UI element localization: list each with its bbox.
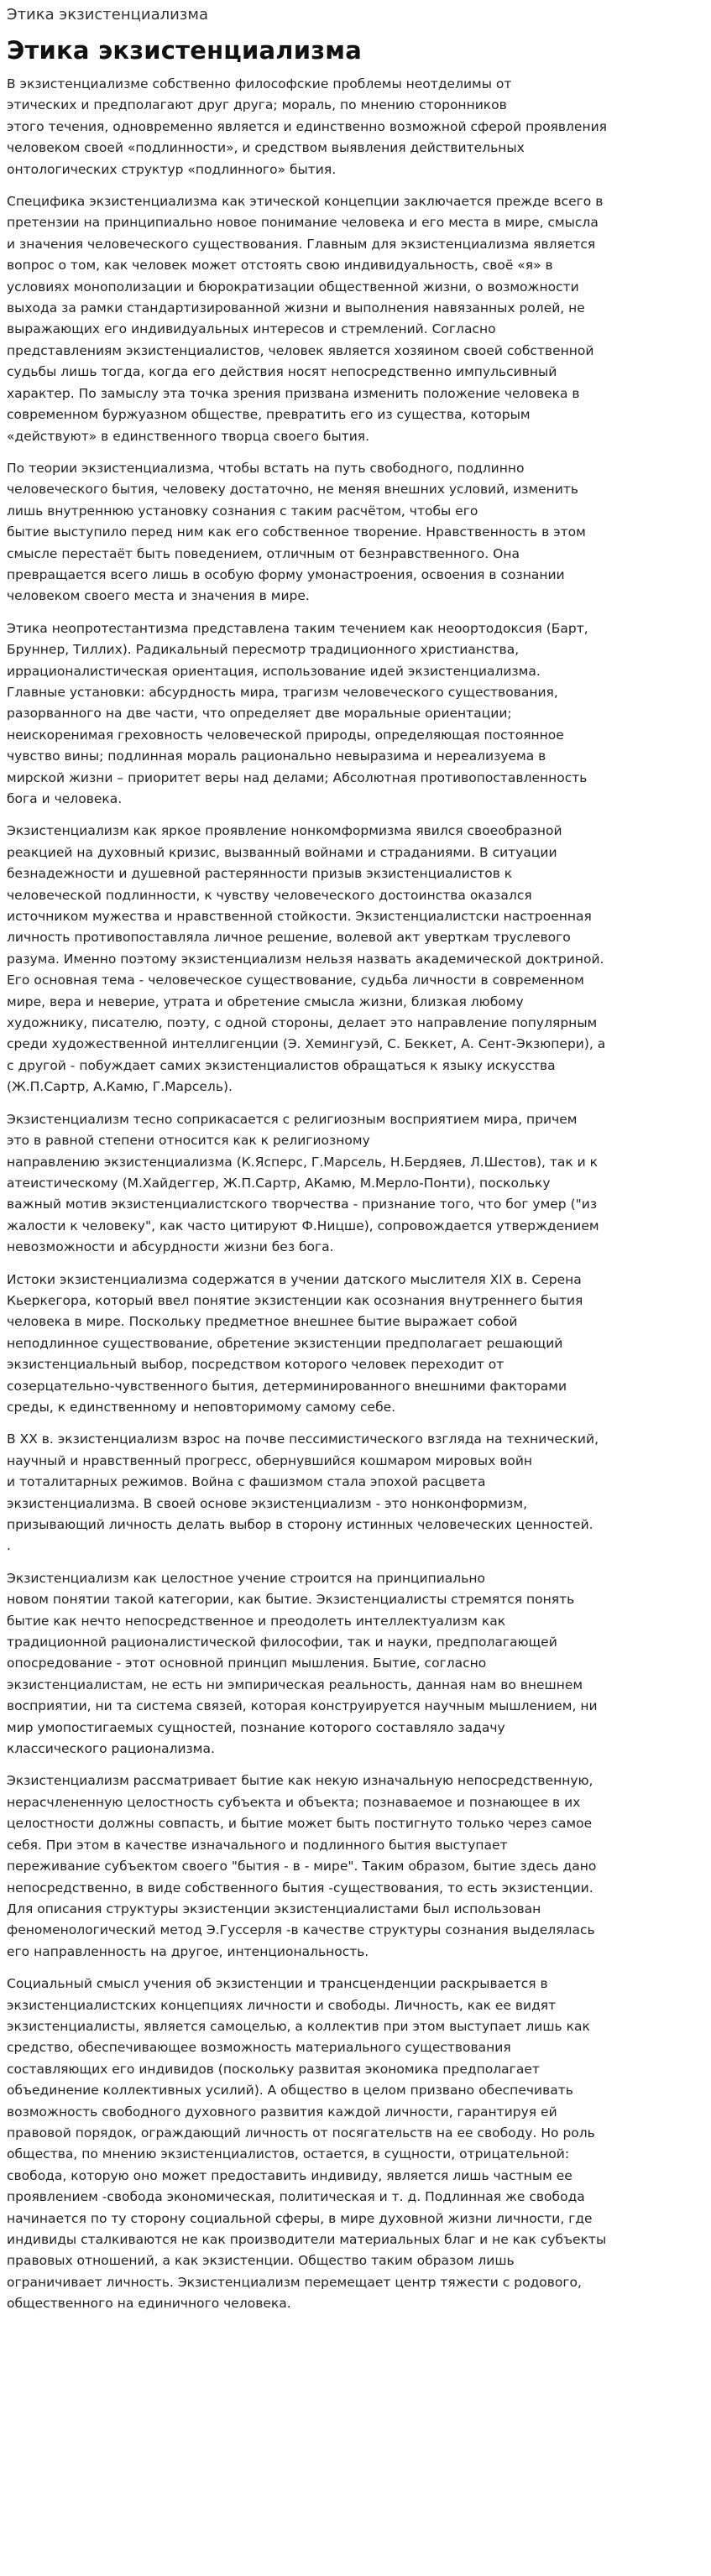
paragraph: Экзистенциализм как целостное учение строится на принципиально новом понятии такой категории, как бытие. Экзистенциалисты стремятся понять бытие как нечто непосредственное и преодолеть интеллектуализм как традиционной рационалистической философии, так и науки, предполагающей опосредование - этот основной принцип мышления. Бытие, согласно экзистенциалистам, не есть ни эмпирическая реальность, данная нам во внешнем восприятии, ни та система связей, которая конструируется научным мышлением, ни мир умопостигаемых сущностей, познание которого составляло задачу классического рационализма. [7,1570,598,1757]
paragraph: Экзистенциализм как яркое проявление нонкомформизма явился своеобразной реакцией на духовный кризис, вызванный войнами и страданиями. В ситуации безнадежности и душевной растерянности призыв экзистенциалистов к человеческой подлинности, к чувству человеческого достоинства оказался источником мужества и нравственной стойкости. Экзистенциалистски настроенная личность противопоставляла личное решение, волевой акт уверткам труслевого разума. Именно поэтому экзистенциализм нельзя назвать академической доктриной. Его основная тема - человеческое существование, судьба личности в современном мире, вера и неверие, утрата и обретение смысла жизни, близкая любому художнику, писателю, поэту, с одной стороны, делает это направление популярным среди художественной интеллигенции (Э. Хемингуэй, С. Беккет, А. Сент-Экзюпери), а с другой - побуждает самих экзистенциалистов обращаться к языку искусства (Ж.П.Сартр, А.Камю, Г.Марсель). [7,823,606,1095]
paragraph: Социальный смысл учения об экзистенции и трансценденции раскрывается в экзистенциалистских концепциях личности и свободы. Личность, как ее видят экзистенциалисты, является самоцелью, а коллектив при этом выступает лишь как средство, обеспечивающее возможность материального существования составляющих его индивидов (поскольку развитая экономика предполагает объединение коллективных усилий). А общество в целом призвано обеспечивать возможность свободного духовного развития каждой личности, гарантируя ей правовой порядок, ограждающий личность от посягательств на ее свободу. Но роль общества, по мнению экзистенциалистов, остается, в сущности, отрицательной: свобода, которую оно может предоставить индивиду, является лишь частным ее проявлением -свобода экономическая, политическая и т. д. Подлинная же свобода начинается по ту сторону социальной сферы, в мире духовной жизни личности, где индивиды сталкиваются не как производители материальных благ и не как субъекты правовых отношений, а как экзистенции. Общество таким образом лишь ограничивает личность. Экзистенциализм перемещает центр тяжести с родового, общественного на единичного человека. [7,1976,607,2312]
paragraph: Экзистенциализм тесно соприкасается с религиозным восприятием мира, причем это в равной степени относится как к религиозному направлению экзистенциализма (К.Ясперс, Г.Марсель, Н.Бердяев, Л.Шестов), так и к атеистическому (М.Хайдеггер, Ж.П.Сартр, АКамю, М.Мерло-Понти), поскольку важный мотив экзистенциалистского творчества - признание того, что бог умер ("из жалости к человеку", как часто цитируют Ф.Ницше), сопровождается утверждением невозможности и абсурдности жизни без бога. [7,1111,599,1255]
breadcrumb: Этика экзистенциализма [7,6,208,23]
paragraph: В экзистенциализме собственно философские проблемы неотделимы от этических и предполагают друг друга; мораль, по мнению сторонников этого течения, одновременно является и единственно возможной сферой проявления человеком своей «подлинности», и средством выявления действительных онтологических структур «подлинного» бытия. [7,76,607,177]
paragraph: Экзистенциализм рассматривает бытие как некую изначальную непосредственную, нерасчлененную целостность субъекта и объекта; познаваемое и познающее в их целостности должны совпасть, и бытие может быть постигнуто только через самое себя. При этом в качестве изначального и подлинного бытия выступает переживание субъектом своего "бытия - в - мире". Таким образом, бытие здесь дано непосредственно, в виде собственного бытия -существования, то есть экзистенции. Для описания структуры экзистенции экзистенциалистами был использован феноменологический метод Э.Гуссерля -в качестве структуры сознания выделялась его направленность на другое, интенциональность. [7,1773,597,1959]
paragraph: По теории экзистенциализма, чтобы встать на путь свободного, подлинно человеческого бытия, человеку достаточно, не меняя внешних условий, изменить лишь внутреннюю установку сознания с таким расчётом, чтобы его бытие выступило перед ним как его собственное творение. Нравственность в этом смысле перестаёт быть поведением, отличным от безнравственного. Она превращается всего лишь в особую форму умонастроения, освоения в сознании человеком своего места и значения в мире. [7,460,586,604]
page-title: Этика экзистенциализма [7,36,362,65]
paragraph: В XX в. экзистенциализм взрос на почве пессимистического взгляда на технический, научный и нравственный прогресс, обернувшийся кошмаром мировых войн и тоталитарных режимов. Война с фашизмом стала эпохой расцвета экзистенциализма. В своей основе экзистенциализм - это нонконформизм, призывающий личность делать выбор в сторону истинных человеческих ценностей. . [7,1431,599,1554]
paragraph: Истоки экзистенциализма содержатся в учении датского мыслителя XIX в. Серена Кьеркегора, который ввел понятие экзистенции как осознания внутреннего бытия человека в мире. Поскольку предметное внешнее бытие выражает собой неподлинное существование, обретение экзистенции предполагает решающий экзистенциальный выбор, посредством которого человек переходит от созерцательно-чувственного бытия, детерминированного внешними факторами среды, к единственному и неповторимому самому себе. [7,1271,583,1415]
paragraph: Специфика экзистенциализма как этической концепции заключается прежде всего в претензии на принципиально новое понимание человека и его места в мире, смысла и значения человеческого существования. Главным для экзистенциализма является вопрос о том, как человек может отстоять свою индивидуальность, своё «я» в условиях монополизации и бюрократизации общественной жизни, о возможности выхода за рамки стандартизированной жизни и выполнения навязанных ролей, не выражающих его индивидуальных интересов и стремлений. Согласно представлениям экзистенциалистов, человек является хозяином своей собственной судьбы лишь тогда, когда его действия носят непосредственно импульсивный характер. По замыслу эта точка зрения призвана изменить положение человека в современном буржуазном обществе, превратить его из существа, которым «действуют» в единственного творца своего бытия. [7,194,604,444]
paragraph: Этика неопротестантизма представлена таким течением как неоортодоксия (Барт, Бруннер, Тиллих). Радикальный пересмотр традиционного христианства, иррационалистическая ориентация, использование идей экзистенциализма. Главные установки: абсурдность мира, трагизм человеческого существования, разорванного на две части, что определяет две моральные ориентации; неискоренимая греховность человеческой природы, определяющая постоянное чувство вины; подлинная мораль рационально невыразима и нереализуема в мирской жизни – приоритет веры над делами; Абсолютная противопоставленность бога и человека. [7,620,588,806]
article-body [7,74,703,2315]
